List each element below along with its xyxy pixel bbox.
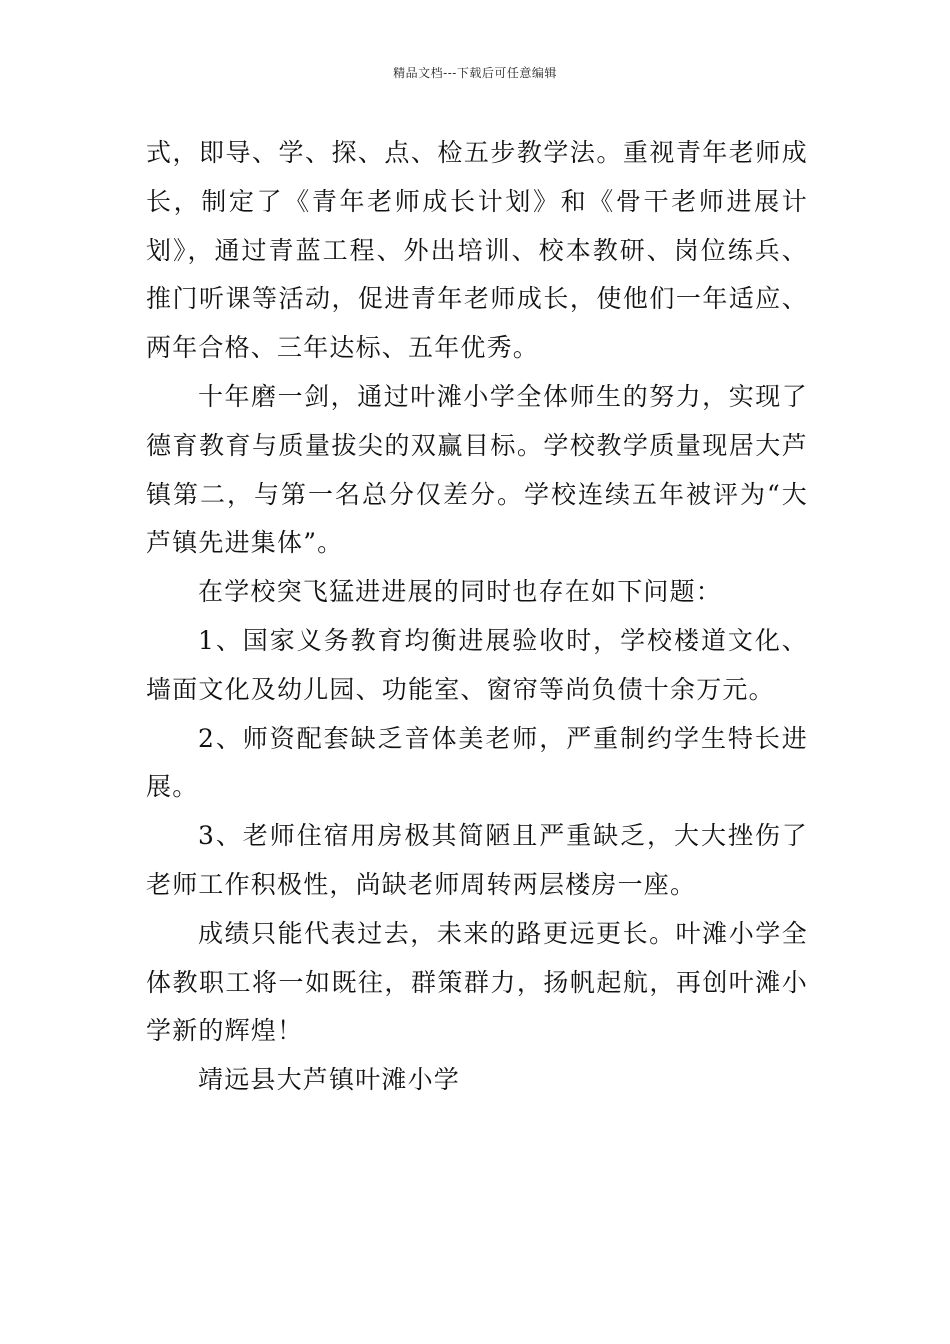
document-body: [146, 129, 808, 1105]
paragraph-achievement: 十年磨一剑，通过叶滩小学全体师生的努力，实现了德育教育与质量拔尖的双赢目标。学校教学质量现居大芦镇第二，与第一名总分仅差分。学校连续五年被评为“大芦镇先进集体”。: [146, 381, 808, 558]
paragraph-teaching-method: 式，即导、学、探、点、检五步教学法。重视青年老师成长，制定了《青年老师成长计划》和《骨干老师进展计划》，通过青蓝工程、外出培训、校本教研、岗位练兵、推门听课等活动，促进青年老师成长，使他们一年适应、两年合格、三年达标、五年优秀。: [146, 138, 808, 363]
paragraph-problem-3: 3、老师住宿用房极其简陋且严重缺乏，大大挫伤了老师工作积极性，尚缺老师周转两层楼房一座。: [146, 821, 808, 899]
paragraph-conclusion: 成绩只能代表过去，未来的路更远更长。叶滩小学全体教职工将一如既往，群策群力，扬帆起航，再创叶滩小学新的辉煌！: [146, 918, 808, 1046]
signature-school-name: 靖远县大芦镇叶滩小学: [198, 1065, 461, 1095]
paragraph-problems-intro: 在学校突飞猛进进展的同时也存在如下问题：: [198, 577, 723, 607]
paragraph-problem-2: 2、师资配套缺乏音体美老师，严重制约学生特长进展。: [146, 723, 808, 802]
paragraph-problem-1: 1、国家义务教育均衡进展验收时，学校楼道文化、墙面文化及幼儿园、功能室、窗帘等尚负债十余万元。: [146, 625, 808, 704]
page-header: 精品文档---下载后可任意编辑: [393, 66, 557, 80]
